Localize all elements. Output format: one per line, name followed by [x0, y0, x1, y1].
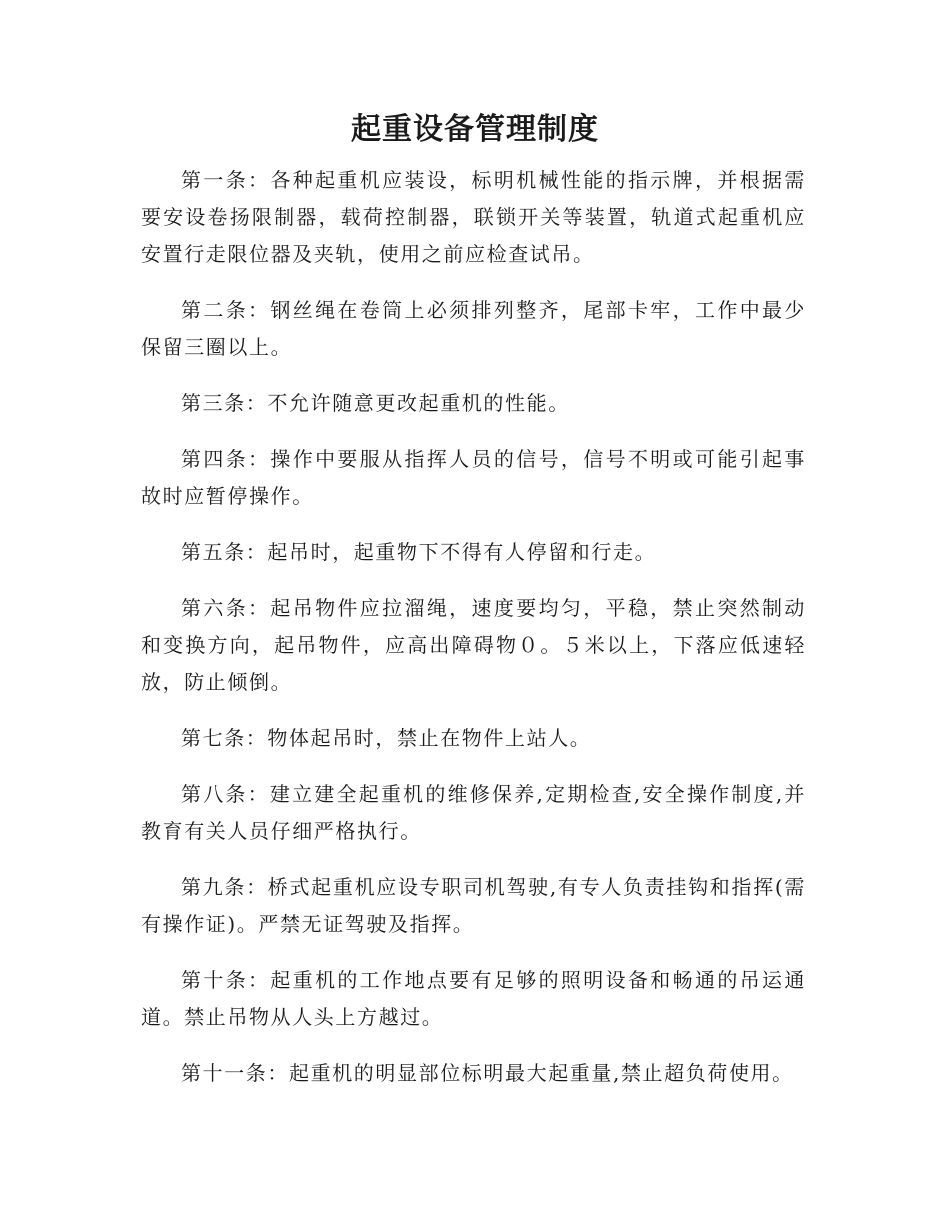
article-6: 第六条：起吊物件应拉溜绳，速度要均匀，平稳，禁止突然制动和变换方向，起吊物件，应高出障碍物０。５米以上，下落应低速轻放，防止倾倒。 — [141, 596, 806, 694]
article-4: 第四条：操作中要服从指挥人员的信号，信号不明或可能引起事故时应暂停操作。 — [141, 447, 806, 508]
article-8: 第八条：建立建全起重机的维修保养,定期检查,安全操作制度,并教育有关人员仔细严格执行。 — [141, 782, 806, 843]
article-11: 第十一条：起重机的明显部位标明最大起重量,禁止超负荷使用。 — [181, 1061, 794, 1085]
article-3: 第三条：不允许随意更改起重机的性能。 — [181, 391, 570, 415]
document-body — [141, 162, 806, 1111]
article-7: 第七条：物体起吊时，禁止在物件上站人。 — [181, 726, 592, 750]
article-1: 第一条：各种起重机应装设，标明机械性能的指示牌，并根据需要安设卷扬限制器，载荷控制器，联锁开关等装置，轨道式起重机应安置行走限位器及夹轨，使用之前应检查试吊。 — [141, 168, 806, 266]
article-5: 第五条：起吊时，起重物下不得有人停留和行走。 — [181, 540, 657, 564]
document-title: 起重设备管理制度 — [351, 112, 599, 147]
article-9: 第九条：桥式起重机应设专职司机驾驶,有专人负责挂钩和指挥(需有操作证)。严禁无证驾驶及指挥。 — [141, 875, 806, 936]
article-2: 第二条：钢丝绳在卷筒上必须排列整齐，尾部卡牢，工作中最少保留三圈以上。 — [141, 298, 806, 359]
article-10: 第十条：起重机的工作地点要有足够的照明设备和畅通的吊运通道。禁止吊物从人头上方越过。 — [141, 968, 806, 1029]
